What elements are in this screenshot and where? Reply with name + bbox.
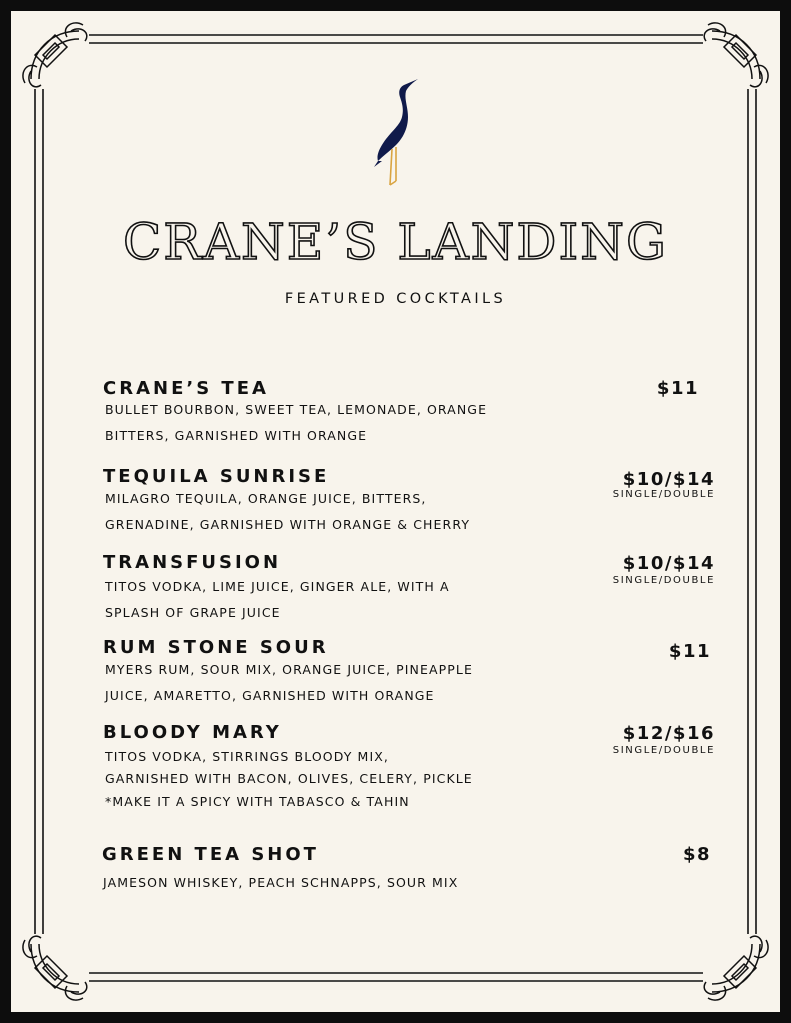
item-price: $10/$14 — [622, 553, 715, 574]
item-description-line: TITOS VODKA, LIME JUICE, GINGER ALE, WITH A — [105, 579, 450, 594]
item-price-note: SINGLE/DOUBLE — [612, 745, 715, 756]
item-name: TEQUILA SUNRISE — [103, 466, 330, 487]
item-description-line: *MAKE IT A SPICY WITH TABASCO & TAHIN — [105, 794, 410, 809]
restaurant-name: CRANE’S LANDING — [123, 213, 668, 271]
item-price: $10/$14 — [622, 469, 715, 490]
item-description-line: BULLET BOURBON, SWEET TEA, LEMONADE, ORANGE — [105, 402, 488, 417]
item-price: $8 — [682, 844, 711, 865]
item-description-line: MYERS RUM, SOUR MIX, ORANGE JUICE, PINEAPPLE — [105, 662, 473, 677]
item-price: $12/$16 — [622, 723, 715, 744]
item-description-line: TITOS VODKA, STIRRINGS BLOODY MIX, — [105, 749, 389, 764]
item-name: BLOODY MARY — [103, 722, 282, 743]
item-description-line: SPLASH OF GRAPE JUICE — [105, 605, 281, 620]
item-name: CRANE’S TEA — [103, 378, 269, 399]
item-name: TRANSFUSION — [103, 552, 282, 573]
menu-page — [11, 11, 780, 1012]
item-description-line: JAMESON WHISKEY, PEACH SCHNAPPS, SOUR MIX — [103, 875, 459, 890]
item-description-line: MILAGRO TEQUILA, ORANGE JUICE, BITTERS, — [105, 491, 427, 506]
item-price: $11 — [656, 378, 699, 399]
item-price-note: SINGLE/DOUBLE — [612, 489, 715, 500]
item-description-line: GARNISHED WITH BACON, OLIVES, CELERY, PICKLE — [105, 771, 473, 786]
corner-ornament — [23, 23, 87, 87]
item-description-line: JUICE, AMARETTO, GARNISHED WITH ORANGE — [105, 688, 435, 703]
item-description-line: BITTERS, GARNISHED WITH ORANGE — [105, 428, 368, 443]
item-name: RUM STONE SOUR — [103, 637, 329, 658]
crane-logo-icon — [366, 77, 426, 189]
item-price-note: SINGLE/DOUBLE — [612, 575, 715, 586]
item-description-line: GRENADINE, GARNISHED WITH ORANGE & CHERRY — [105, 517, 471, 532]
menu-subtitle: FEATURED COCKTAILS — [284, 291, 507, 307]
item-price: $11 — [668, 641, 711, 662]
item-name: GREEN TEA SHOT — [102, 844, 319, 865]
